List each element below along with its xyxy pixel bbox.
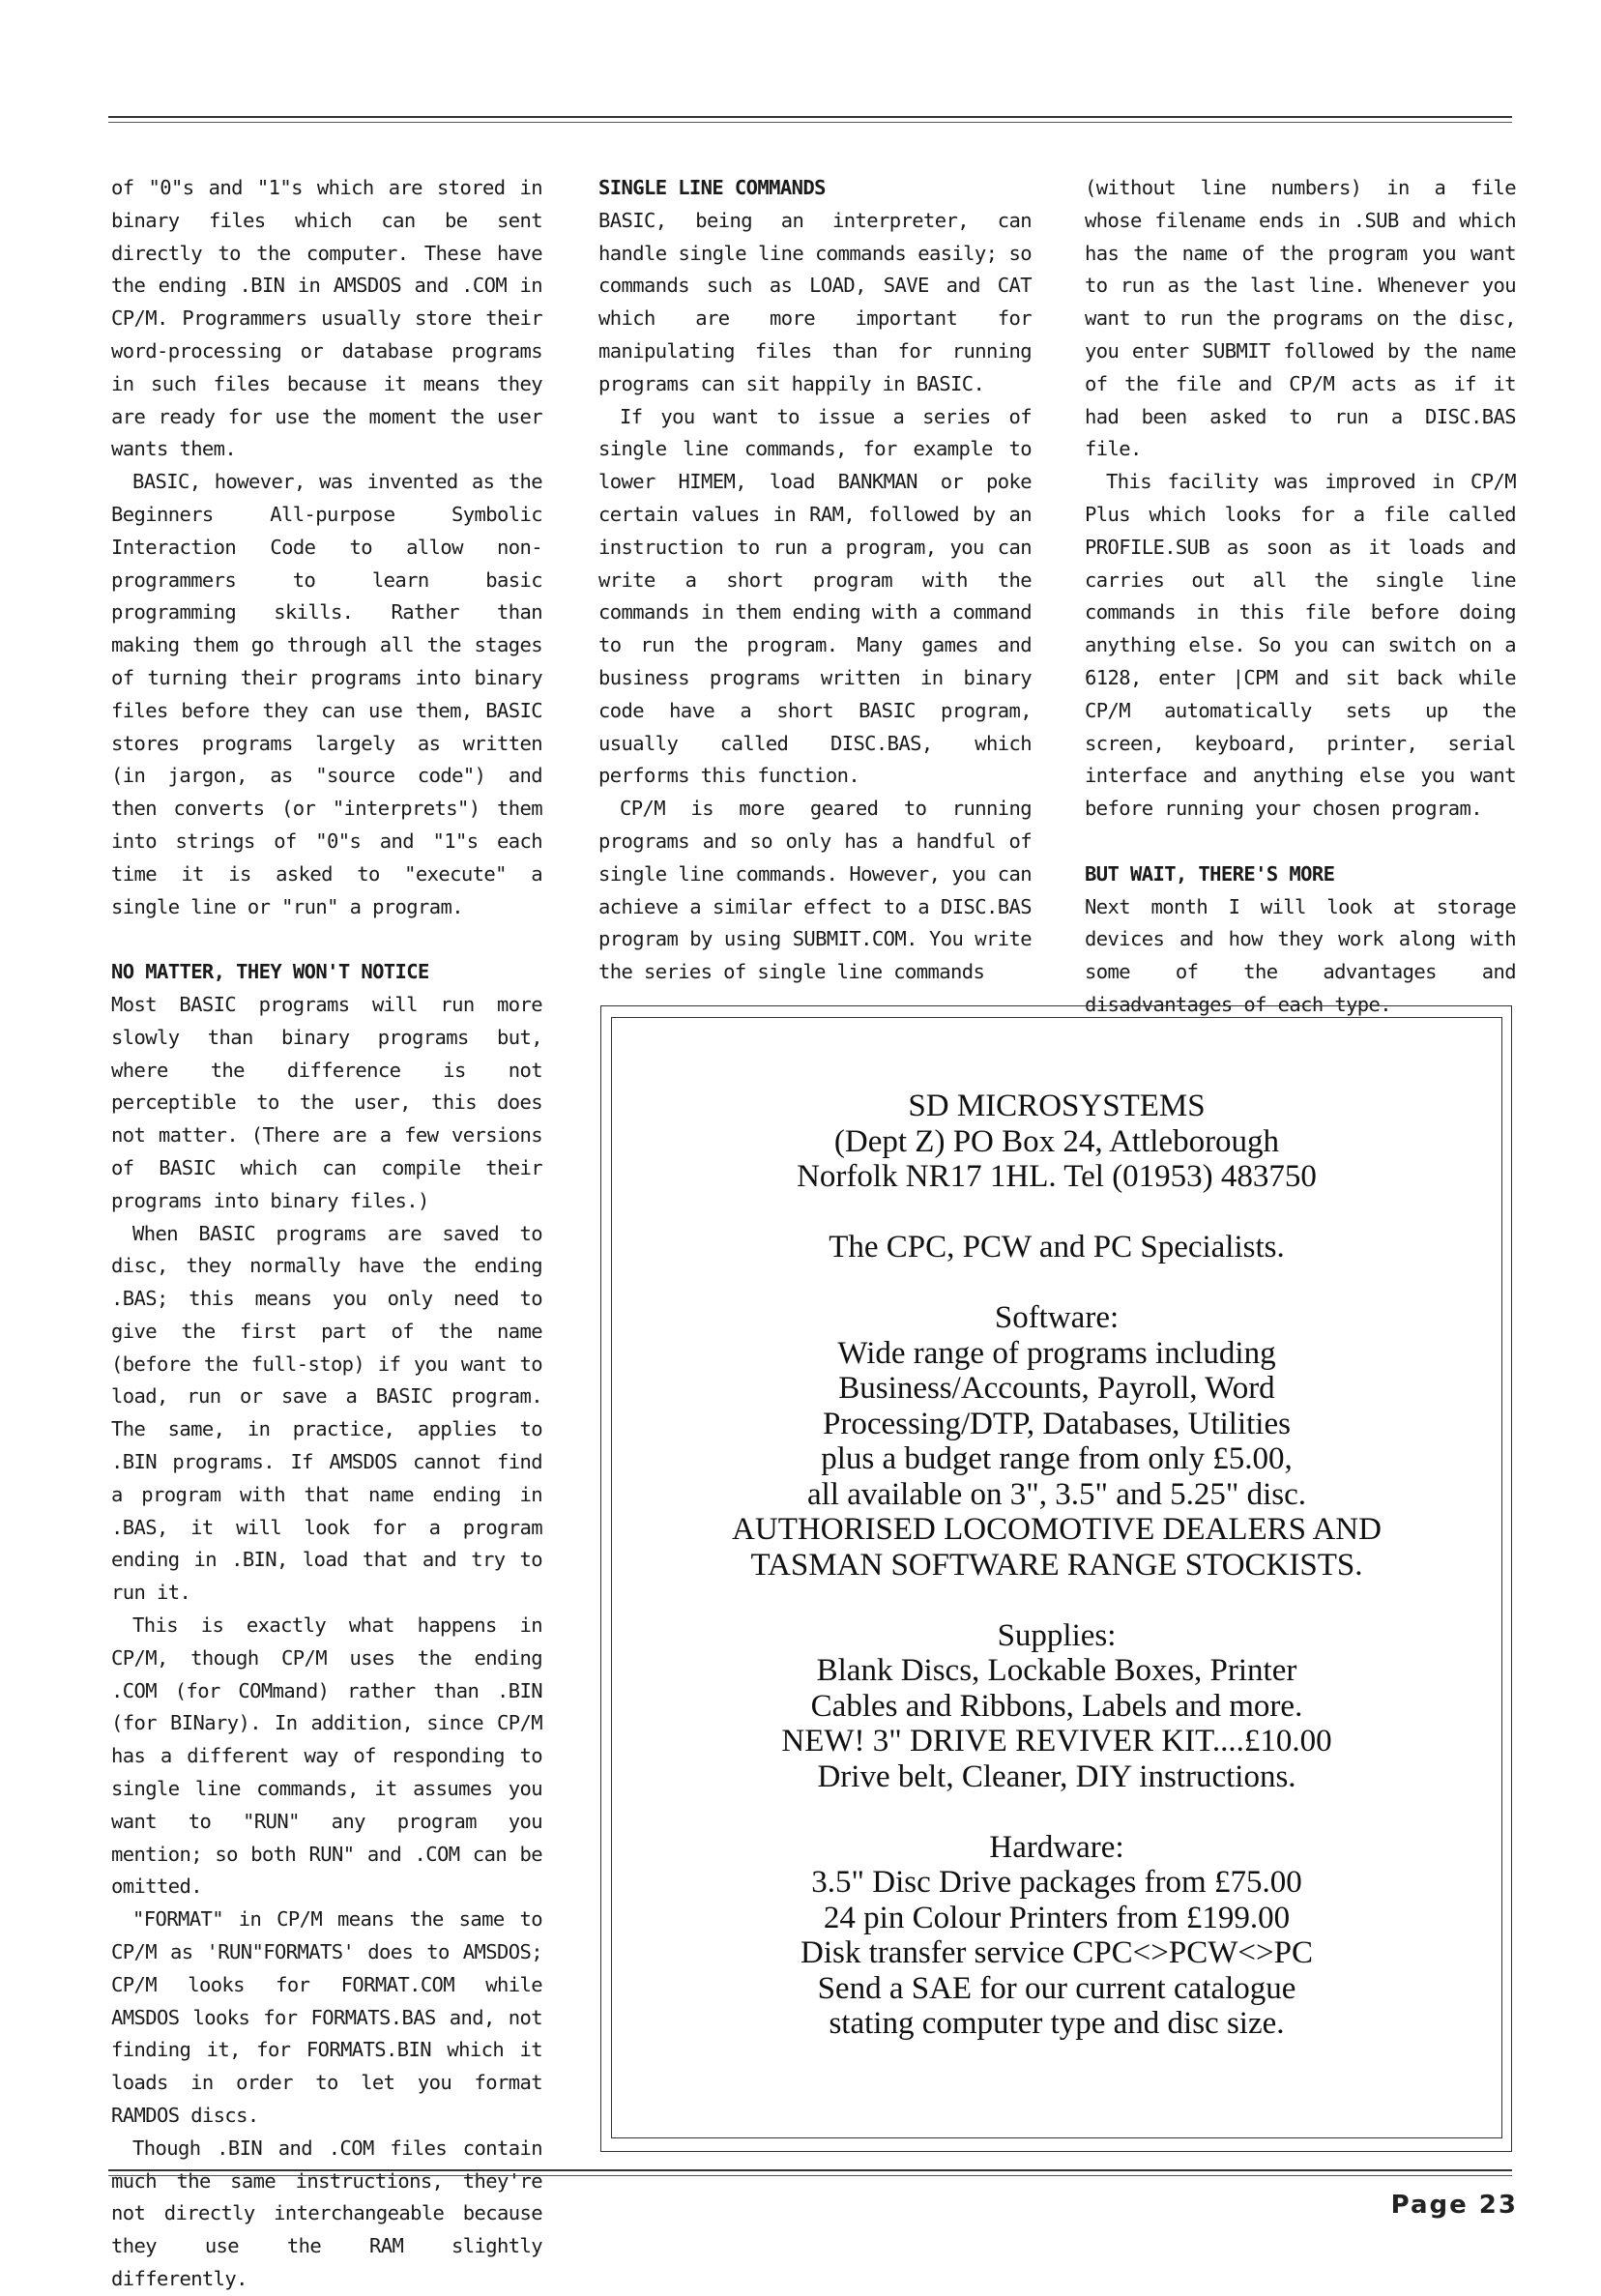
paragraph: Next month I will look at storage devices and how they work along with some of the advantages and disadvantages of each type.: [1085, 894, 1516, 1016]
advert-box: [611, 1017, 1502, 2138]
section-heading: NO MATTER, THEY WON'T NOTICE: [111, 960, 429, 984]
advert-tagline-block: [612, 1230, 1501, 1265]
advert-line: AUTHORISED LOCOMOTIVE DEALERS AND: [732, 1512, 1382, 1547]
paragraph: CP/M is more geared to running programs and so only has a handful of single line commands. However, you can achieve a similar effect to a DISC.BAS program by using SUBMIT.COM. You write the series of single line commands: [598, 797, 1032, 984]
paragraph: of "0"s and "1"s which are stored in binary files which can be sent directly to the computer. These have the ending .BIN in AMSDOS and .COM in CP/M. Programmers usually store their word-processing or database programs in such files because it means they are ready for use the moment the user wants them.: [111, 176, 542, 461]
advert-line: Hardware:: [989, 1829, 1124, 1865]
advert-line: Norfolk NR17 1HL. Tel (01953) 483750: [797, 1159, 1317, 1194]
advert-line: stating computer type and disc size.: [829, 2006, 1285, 2041]
advert-line: 24 pin Colour Printers from £199.00: [823, 1900, 1291, 1935]
bottom-rule-thin: [108, 2175, 1512, 2176]
advert-line: Processing/DTP, Databases, Utilities: [823, 1406, 1291, 1441]
bottom-rule: [108, 2169, 1512, 2171]
paragraph: This is exactly what happens in CP/M, though CP/M uses the ending .COM (for COMmand) rather than .BIN (for BINary). In addition, since CP/M has a different way of responding to single line commands, it assumes you want to "RUN" any program you mention; so both RUN" and .COM can be omitted.: [111, 1613, 542, 1899]
advert-line: Cables and Ribbons, Labels and more.: [810, 1688, 1303, 1724]
paragraph: If you want to issue a series of single line commands, for example to lower HIMEM, load BANKMAN or poke certain values in RAM, followed by an instruction to run a program, you can write a short program with the commands in them ending with a command to run the program. Many games and business programs written in binary code have a short BASIC program, usually called DISC.BAS, which performs this function.: [598, 404, 1032, 788]
paragraph: Most BASIC programs will run more slowly than binary programs but, where the difference is not perceptible to the user, this does not matter. (There are a few versions of BASIC which can compile their programs into binary files.): [111, 992, 542, 1212]
paragraph: BASIC, being an interpreter, can handle single line commands easily; so commands such as LOAD, SAVE and CAT which are more important for manipulating files than for running programs can sit happily in BASIC.: [598, 208, 1032, 395]
paragraph: (without line numbers) in a file whose filename ends in .SUB and which has the name of the program you want to run as the last line. Whenever you want to run the programs on the disc, you enter SUBMIT followed by the name of the file and CP/M acts as if it had been asked to run a DISC.BAS file.: [1085, 176, 1516, 461]
page-number: Page 23: [1390, 2191, 1518, 2220]
advert-line: all available on 3", 3.5" and 5.25" disc.: [806, 1476, 1307, 1512]
section-heading: SINGLE LINE COMMANDS: [598, 176, 826, 199]
advert-line: Send a SAE for our current catalogue: [817, 1970, 1296, 2006]
advert-line: Supplies:: [997, 1617, 1117, 1653]
paragraph: "FORMAT" in CP/M means the same to CP/M as 'RUN"FORMATS' does to AMSDOS; CP/M looks for FORMAT.COM while AMSDOS looks for FORMATS.BAS and, not finding it, for FORMATS.BIN which it loads in order to let you format RAMDOS discs.: [111, 1907, 542, 2128]
advert-supplies-block: [612, 1618, 1501, 1795]
advert-hardware-block: [612, 1830, 1501, 2042]
advert-line: Business/Accounts, Payroll, Word: [838, 1371, 1275, 1406]
advert-line: TASMAN SOFTWARE RANGE STOCKISTS.: [750, 1547, 1363, 1583]
top-rule: [108, 116, 1512, 118]
advert-line: Disk transfer service CPC<>PCW<>PC: [800, 1935, 1313, 1970]
paragraph: Though .BIN and .COM files contain much the same instructions, they're not directly interchangeable because they use the RAM slightly differently.: [111, 2136, 542, 2290]
advert-line: SD MICROSYSTEMS: [908, 1089, 1206, 1123]
advert-software-block: [612, 1300, 1501, 1583]
advert-line: Wide range of programs including: [837, 1335, 1276, 1371]
advert-tagline: The CPC, PCW and PC Specialists.: [829, 1230, 1285, 1264]
article-column-2: [598, 172, 1032, 989]
section-heading: BUT WAIT, THERE'S MORE: [1085, 861, 1335, 886]
advert-line: Software:: [994, 1300, 1120, 1335]
top-rule-thin: [108, 122, 1512, 123]
article-column-1: [111, 172, 542, 2296]
advert-line: Drive belt, Cleaner, DIY instructions.: [817, 1758, 1296, 1794]
article-column-3: [1085, 172, 1516, 1022]
paragraph: This facility was improved in CP/M Plus which looks for a file called PROFILE.SUB as soon as it loads and carries out all the single line commands in this file before doing anything else. So you can switch on a 6128, enter |CPM and sit back while CP/M automatically sets up the screen, keyboard, printer, serial interface and anything else you want before running your chosen program.: [1085, 470, 1516, 821]
paragraph: BASIC, however, was invented as the Beginners All-purpose Symbolic Interaction Code to allow non-programmers to learn basic programming skills. Rather than making them go through all the stages of turning their programs into binary files before they can use them, BASIC stores programs largely as written (in jargon, as "source code") and then converts (or "interprets") them into strings of "0"s and "1"s each time it is asked to "execute" a single line or "run" a program.: [111, 470, 542, 918]
advert-line: (Dept Z) PO Box 24, Attleborough: [833, 1123, 1280, 1159]
advert-company-block: [612, 1089, 1501, 1195]
advert-line: NEW! 3" DRIVE REVIVER KIT....£10.00: [781, 1724, 1332, 1758]
advert-line: Blank Discs, Lockable Boxes, Printer: [816, 1653, 1297, 1688]
advert-line: 3.5" Disc Drive packages from £75.00: [811, 1865, 1302, 1900]
paragraph: When BASIC programs are saved to disc, they normally have the ending .BAS; this means you only need to give the first part of the name (before the full-stop) if you want to load, run or save a BASIC program. The same, in practice, applies to .BIN programs. If AMSDOS cannot find a program with that name ending in .BAS, it will look for a program ending in .BIN, load that and try to run it.: [111, 1221, 542, 1605]
advert-line: plus a budget range from only £5.00,: [821, 1441, 1293, 1476]
